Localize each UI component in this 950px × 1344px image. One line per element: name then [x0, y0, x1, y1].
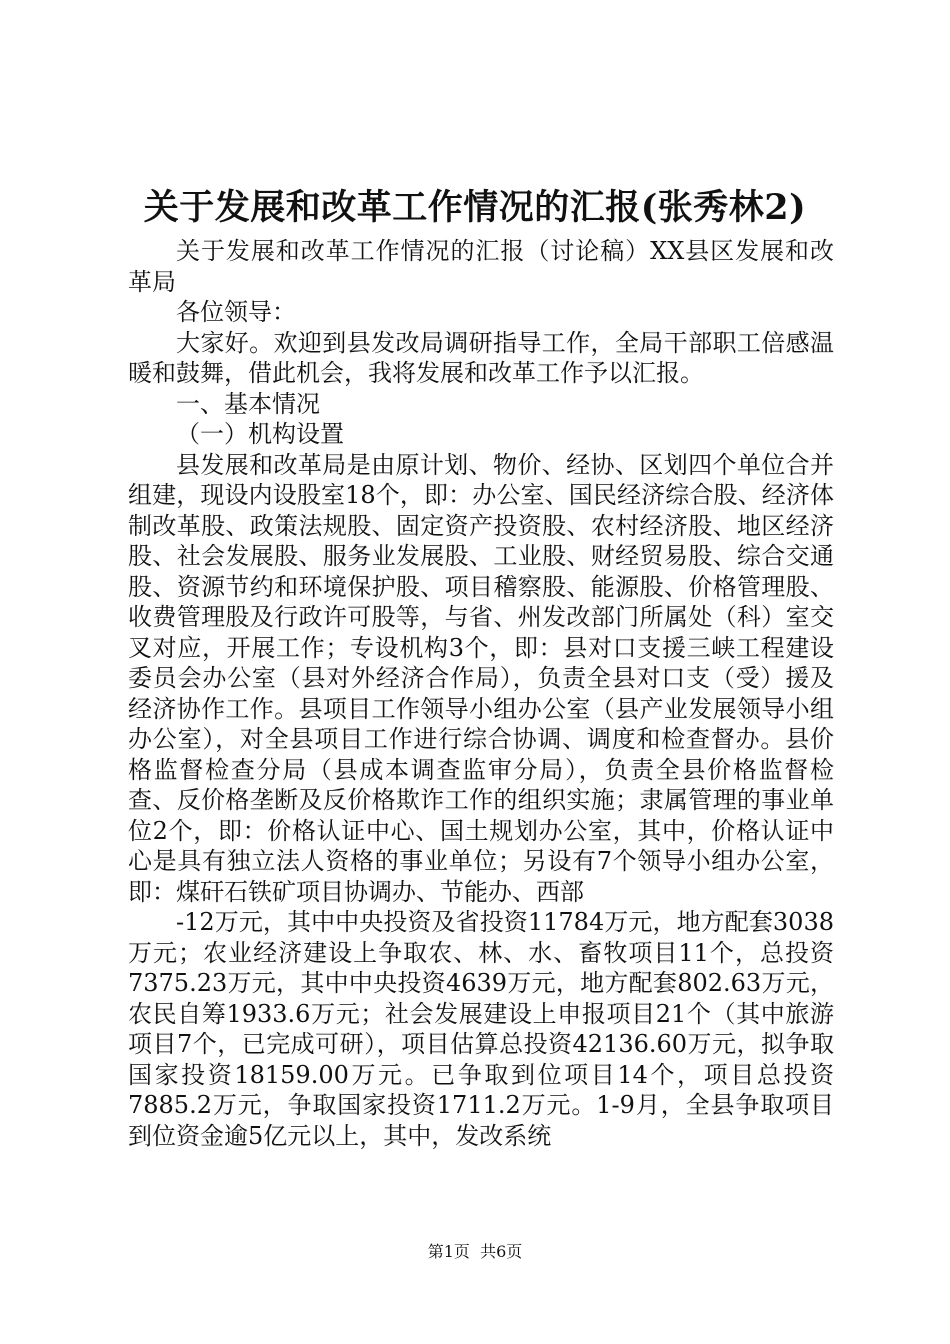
paragraph-organization: 县发展和改革局是由原计划、物价、经协、区划四个单位合并组建，现设内设股室18个，即：办公室、国民经济综合股、经济体制改革股、政策法规股、固定资产投资股、农村经济股、地区经济股、社会发展股、服务业发展股、工业股、财经贸易股、综合交通股、资源节约和环境保护股、项目稽察股、能源股、价格管理股、收费管理股及行政许可股等，与省、州发改部门所属处（科）室交叉对应，开展工作；专设机构3个，即：县对口支援三峡工程建设委员会办公室（县对外经济合作局），负责全县对口支（受）援及经济协作工作。县项目工作领导小组办公室（县产业发展领导小组办公室），对全县项目工作进行综合协调、调度和检查督办。县价格监督检查分局（县成本调查监审分局），负责全县价格监督检查、反价格垄断及反价格欺诈工作的组织实施；隶属管理的事业单位2个，即：价格认证中心、国土规划办公室，其中，价格认证中心是具有独立法人资格的事业单位；另设有7个领导小组办公室，即：煤矸石铁矿项目协调办、节能办、西部 [128, 450, 834, 906]
section-heading-basic-info: 一、基本情况 [176, 389, 320, 418]
subsection-heading-organization: （一）机构设置 [176, 420, 344, 448]
paragraph-investment: -12万元，其中中央投资及省投资11784万元，地方配套3038万元；农业经济建设上争取农、林、水、畜牧项目11个，总投资7375.23万元，其中中央投资4639万元，地方配套802.63万元，农民自筹1933.6万元；社会发展建设上申报项目21个（其中旅游项目7个，已完成可研），项目估算总投资42136.60万元，拟争取国家投资18159.00万元。已争取到位项目14个，项目总投资7885.2万元，争取国家投资1711.2万元。1-9月，全县争取项目到位资金逾5亿元以上，其中，发改系统 [128, 908, 834, 1150]
page-footer: 第1页 共6页 [427, 1242, 523, 1261]
document-body [128, 236, 834, 1151]
paragraph-greeting: 大家好。欢迎到县发改局调研指导工作，全局干部职工倍感温暖和鼓舞，借此机会，我将发展和改革工作予以汇报。 [128, 328, 834, 387]
document-title: 关于发展和改革工作情况的汇报(张秀林2) [143, 187, 807, 228]
paragraph-heading-line: 关于发展和改革工作情况的汇报（讨论稿）XX县区发展和改革局 [128, 237, 834, 296]
paragraph-salutation: 各位领导： [176, 298, 296, 326]
